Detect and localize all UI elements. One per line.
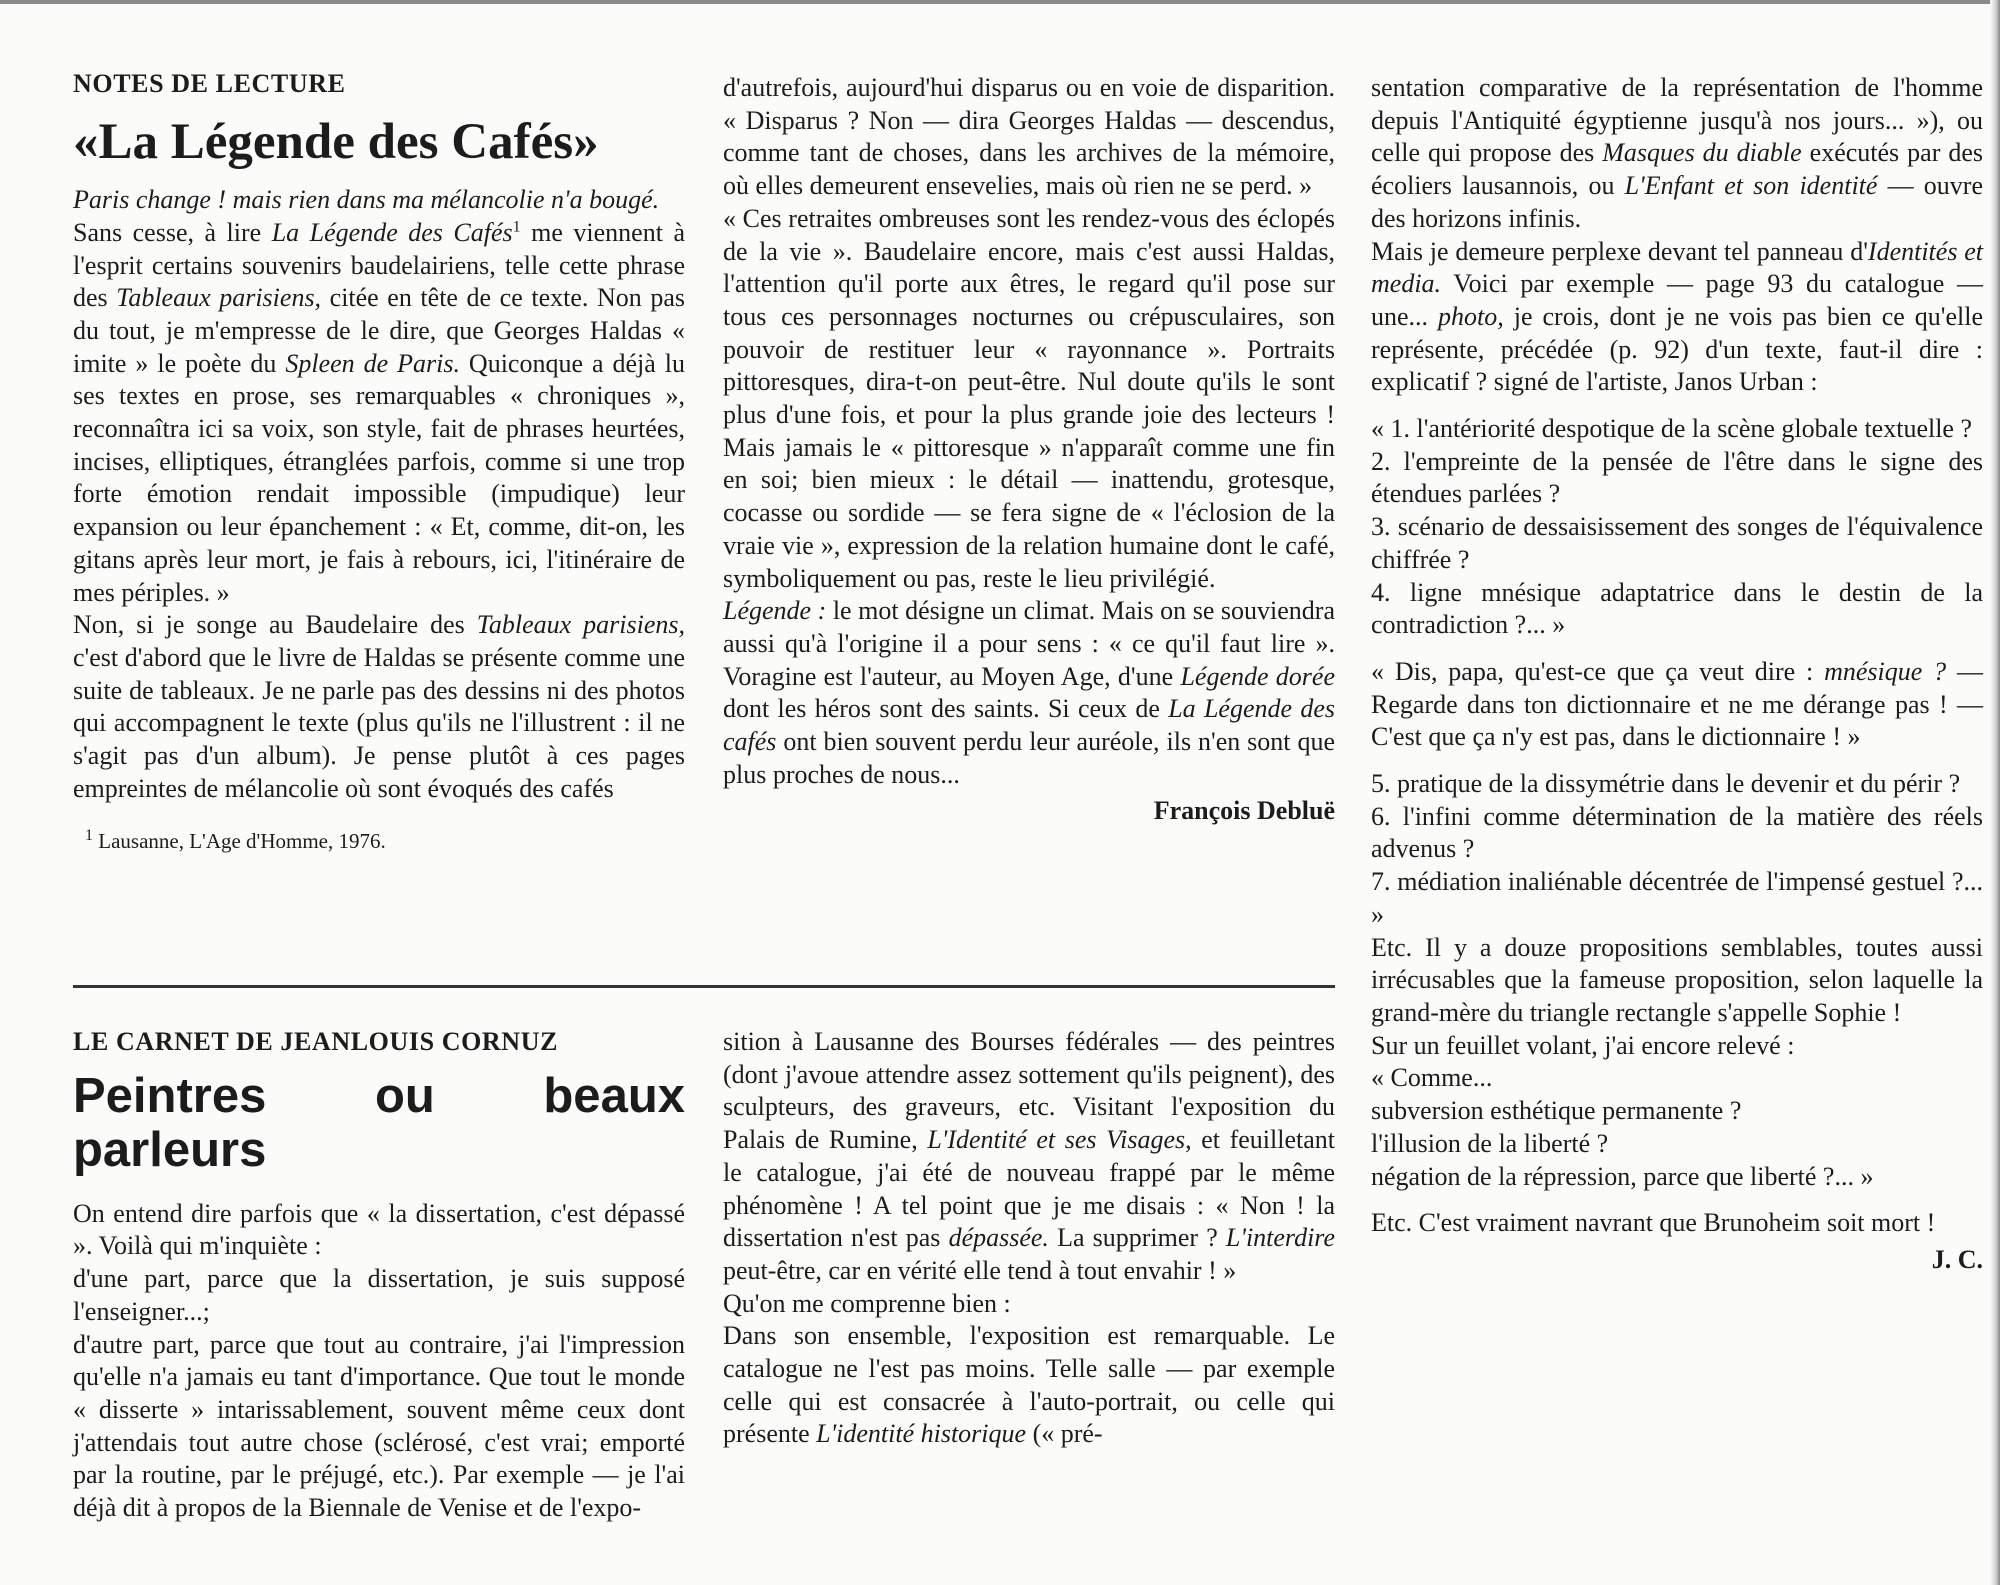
page-edge-shadow [1990, 0, 2000, 1585]
quote-block [1371, 413, 1983, 642]
article2-paragraph: sentation comparative de la représentation de l'homme depuis l'Antiquité égyptienne jusqu'à nos jours... »), ou celle qui propose des Masques du diable exécutés par des écoliers lausannois, ou L'Enfant et son identité — ouvre des horizons infinis. [1371, 73, 1984, 233]
quote-line: 6. l'infini comme détermination de la matière des réels advenus ? [1371, 801, 1983, 864]
quote-line: l'illusion de la liberté ? [1371, 1128, 1609, 1158]
article1-paragraph: « Ces retraites ombreuses sont les rendez-vous des éclopés de la vie ». Baudelaire encore, mais c'est aussi Haldas, l'attention qu'il porte aux êtres, le regard qu'il pose sur tous ces personnages nocturnes ou crépusculaires, son pouvoir de restituer leur « rayonnance ». Portraits pittoresques, dira-t-on peut-être. Nul doute qu'ils le sont plus d'une fois, et pour la plus grande joie des lecteurs ! Mais jamais le « pittoresque » n'apparaît comme une fin en soi; bien mieux : le détail — inattendu, grotesque, cocasse ou sordide — se fera signe de « l'éclosion de la vraie vie », expression de la relation humaine dont le café, symboliquement ou pas, reste le lieu privilégié. [723, 203, 1335, 593]
article1-column1 [73, 68, 685, 858]
article1-section-label: NOTES DE LECTURE [73, 69, 346, 98]
article2-column1 [73, 1026, 685, 1525]
article2-paragraph: d'autre part, parce que tout au contraire, j'ai l'impression qu'elle n'a jamais eu tant d'importance. Que tout le monde « disserte » intarissablement, souvent même ceux dont j'attendais tout autre chose (sclérosé, c'est vrai; emporté par la routine, par le préjugé, etc.). Par exemple — je l'ai déjà dit à propos de la Biennale de Venise et de l'expo- [73, 1329, 685, 1523]
article2-paragraph: sition à Lausanne des Bourses fédérales — des peintres (dont j'avoue attendre assez sottement qu'ils peignent), des sculpteurs, des graveurs, etc. Visitant l'exposition du Palais de Rumine, L'Identité et ses Visages, et feuilletant le catalogue, j'ai été de nouveau frappé par le même phénomène ! A tel point que je me disais : « Non ! la dissertation n'est pas dépassée. La supprimer ? L'interdire peut-être, car en vérité elle tend à tout envahir ! » [723, 1027, 1335, 1285]
article1-epigraph: Paris change ! mais rien dans ma mélancolie n'a bougé. [73, 185, 660, 215]
article2-paragraph: Etc. Il y a douze propositions semblables, toutes aussi irrécusables que la fameuse proposition, selon laquelle la grand-mère du triangle rectangle s'appelle Sophie ! [1371, 932, 1983, 1027]
quote-line: 5. pratique de la dissymétrie dans le devenir et du périr ? [1371, 769, 1961, 799]
article2-section-label: LE CARNET DE JEANLOUIS CORNUZ [73, 1027, 559, 1056]
dialog-paragraph: « Dis, papa, qu'est-ce que ça veut dire : mnésique ? — Regarde dans ton dictionnaire et ne me dérange pas ! — C'est que ça n'y est pas, dans le dictionnaire ! » [1371, 656, 1983, 752]
article1-title: «La Légende des Cafés» [73, 114, 599, 170]
article1-paragraph: Sans cesse, à lire La Légende des Cafés$^1$ me viennent à l'esprit certains souvenirs baudelairiens, telle cette phrase des Tableaux parisiens, citée en tête de ce texte. Non pas du tout, je m'empresse de le dire, que Georges Haldas « imite » le poète du Spleen de Paris. Quiconque a déjà lu ses textes en prose, ses remarquables « chroniques », reconnaîtra ici sa voix, son style, fait de phrases heurtées, incises, elliptiques, étranglées parfois, comme si une trop forte émotion rendait impossible (impudique) leur expansion ou leur épanchement : « Et, comme, dit-on, les gitans après leur mort, je fais à rebours, ici, l'itinéraire de mes périples. » [73, 217, 685, 607]
quote-block [1371, 768, 1983, 932]
article2-paragraph: On entend dire parfois que « la dissertation, c'est dépassé ». Voilà qui m'inquiète : [73, 1198, 685, 1261]
article2-author: J. C. [1931, 1244, 1983, 1274]
quote-line: 3. scénario de dessaisissement des songes de l'équivalence chiffrée ? [1371, 512, 1983, 574]
article2-paragraph: Qu'on me comprenne bien : [723, 1288, 1011, 1318]
article2-paragraph: Dans son ensemble, l'exposition est remarquable. Le catalogue ne l'est pas moins. Telle salle — par exemple celle qui est consacrée à l'auto-portrait, ou celle qui présente L'identité historique (« pré- [723, 1321, 1335, 1449]
article2-column3 [1371, 72, 1983, 1277]
article1-column2 [723, 72, 1335, 828]
article1-paragraph: Légende : le mot désigne un climat. Mais on se souviendra aussi qu'à l'origine il a pour sens : « ce qu'il faut lire ». Voragine est l'auteur, au Moyen Age, d'une Légende dorée dont les héros sont des saints. Si ceux de La Légende des cafés ont bien souvent perdu leur auréole, ils n'en sont que plus proches de nous... [723, 596, 1336, 789]
article2-paragraph: d'une part, parce que la dissertation, je suis supposé l'enseigner...; [73, 1264, 685, 1326]
feuillet-quote [1371, 1030, 1983, 1194]
quote-line: subversion esthétique permanente ? [1371, 1096, 1742, 1126]
article1-paragraph: Non, si je songe au Baudelaire des Tableaux parisiens, c'est d'abord que le livre de Haldas se présente comme une suite de tableaux. Je ne parle pas des dessins ni des photos qui accompagnent le texte (plus qu'ils ne l'illustrent : il ne s'agit pas d'un album). Je pense plutôt à ces pages empreintes de mélancolie où sont évoqués des cafés [73, 610, 685, 803]
quote-line: 7. médiation inaliénable décentrée de l'impensé gestuel ?... » [1371, 867, 1983, 929]
quote-line: 2. l'empreinte de la pensée de l'être dans le signe des étendues parlées ? [1371, 446, 1983, 509]
top-rule [0, 0, 2000, 4]
quote-line: « Comme... [1371, 1063, 1493, 1093]
article2-title: Peintres ou beaux parleurs [73, 1069, 685, 1177]
article1-paragraph: d'autrefois, aujourd'hui disparus ou en voie de disparition. « Disparus ? Non — dira Georges Haldas — descendus, comme tant de choses, dans les archives de la mémoire, où elles demeurent ensevelies, mais où rien ne se perd. » [723, 73, 1335, 201]
quote-line: négation de la répression, parce que liberté ?... » [1371, 1161, 1874, 1191]
article1-footnote: $^1$ Lausanne, L'Age d'Homme, 1976. [85, 827, 386, 854]
quote-line: « 1. l'antériorité despotique de la scène globale textuelle ? [1371, 414, 1973, 444]
quote-line: 4. ligne mnésique adaptatrice dans le destin de la contradiction ?... » [1371, 577, 1983, 640]
article2-paragraph: Etc. C'est vraiment navrant que Brunoheim soit mort ! [1371, 1208, 1936, 1238]
quote-line: Sur un feuillet volant, j'ai encore relevé : [1371, 1030, 1795, 1060]
article1-author: François Debluë [1153, 796, 1335, 826]
article2-paragraph: Mais je demeure perplexe devant tel panneau d'Identités et media. Voici par exemple — page 93 du catalogue — une... photo, je crois, dont je ne vois pas bien ce qu'elle représente, précédée (p. 92) d'un texte, faut-il dire : explicatif ? signé de l'artiste, Janos Urban : [1371, 236, 1983, 397]
article2-column2 [723, 1026, 1335, 1451]
article-divider [73, 985, 1335, 988]
